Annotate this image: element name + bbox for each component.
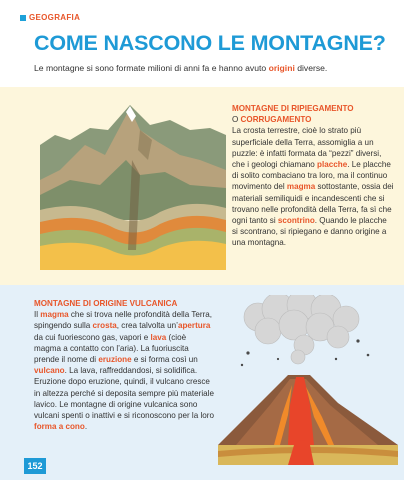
- section-tag: [20, 13, 80, 22]
- intro-highlight: origini: [268, 63, 295, 73]
- keyword: lava: [150, 332, 167, 342]
- intro-part: Le montagne si sono formate milioni di anni fa e hanno avuto: [34, 63, 269, 73]
- section-label: GEOGRAFIA: [29, 13, 81, 22]
- text-run: Il: [34, 310, 41, 320]
- folded-mountain-illustration: [40, 100, 226, 270]
- intro-text: [34, 63, 327, 73]
- keyword: magma: [286, 182, 316, 192]
- keyword: apertura: [177, 321, 211, 331]
- folding-heading: MONTAGNE DI RIPIEGAMENTO: [232, 104, 354, 113]
- text-run: (cioè magma a contatto con l’aria). La fuoriuscita prende il nome di: [34, 332, 189, 365]
- text-run: . La lava, raffreddandosi, si solidifica. Eruzione dopo eruzione, quindi, il vulcano cresce in altezza perché si deposita sempre più materiale lavico. Le montagne di origine vulcanica sono vulcani spenti o inattivi e si riconoscono per la loro: [34, 366, 214, 421]
- keyword: eruzione: [98, 355, 132, 365]
- page-number: 152: [24, 458, 46, 474]
- folding-paragraph: [232, 125, 394, 248]
- subheading-prefix: O: [232, 115, 241, 125]
- text-run: che si trova nelle profondità della Terra, spingendo sulla: [34, 310, 213, 331]
- text-run: . Quando le placche si scontrano, si ripiegano e danno origine a una montagna.: [232, 216, 387, 248]
- folding-text: [232, 103, 394, 249]
- volcanic-heading: MONTAGNE DI ORIGINE VULCANICA: [34, 299, 178, 308]
- keyword: crosta: [92, 321, 117, 331]
- text-run: e si forma così un: [131, 355, 198, 365]
- text-run: sottostante, ossia dei materiali semiliquidi e incandescenti che si trovano nelle profondità della Terra, fa sì che ogni tanto si: [232, 182, 394, 226]
- text-run: . Le placche di solito combaciano tra loro, ma il continuo movimento del: [232, 160, 391, 192]
- keyword: scontrino: [277, 216, 315, 226]
- keyword: forma a cono: [34, 422, 85, 432]
- volcanic-text: [34, 298, 214, 432]
- page-title: COME NASCONO LE MONTAGNE?: [34, 31, 386, 55]
- text-run: da cui fuoriescono gas, vapori e: [34, 332, 151, 342]
- keyword: magma: [40, 310, 69, 320]
- volcano-illustration: [218, 295, 398, 465]
- keyword: vulcano: [34, 366, 65, 376]
- volcanic-paragraph: [34, 309, 214, 432]
- text-run: .: [84, 422, 88, 432]
- section-marker-icon: [20, 15, 26, 21]
- text-run: , crea talvolta un’: [116, 321, 178, 331]
- keyword: placche: [317, 160, 348, 170]
- folding-subheading: [232, 114, 394, 125]
- text-run: La crosta terrestre, cioè lo strato più superficiale della Terra, assomiglia a un puzzle: è infatti formata da “pezzi” diversi, che i geologi chiamano: [232, 126, 382, 170]
- intro-part: diverse.: [294, 63, 328, 73]
- subheading-term: CORRUGAMENTO: [240, 115, 312, 125]
